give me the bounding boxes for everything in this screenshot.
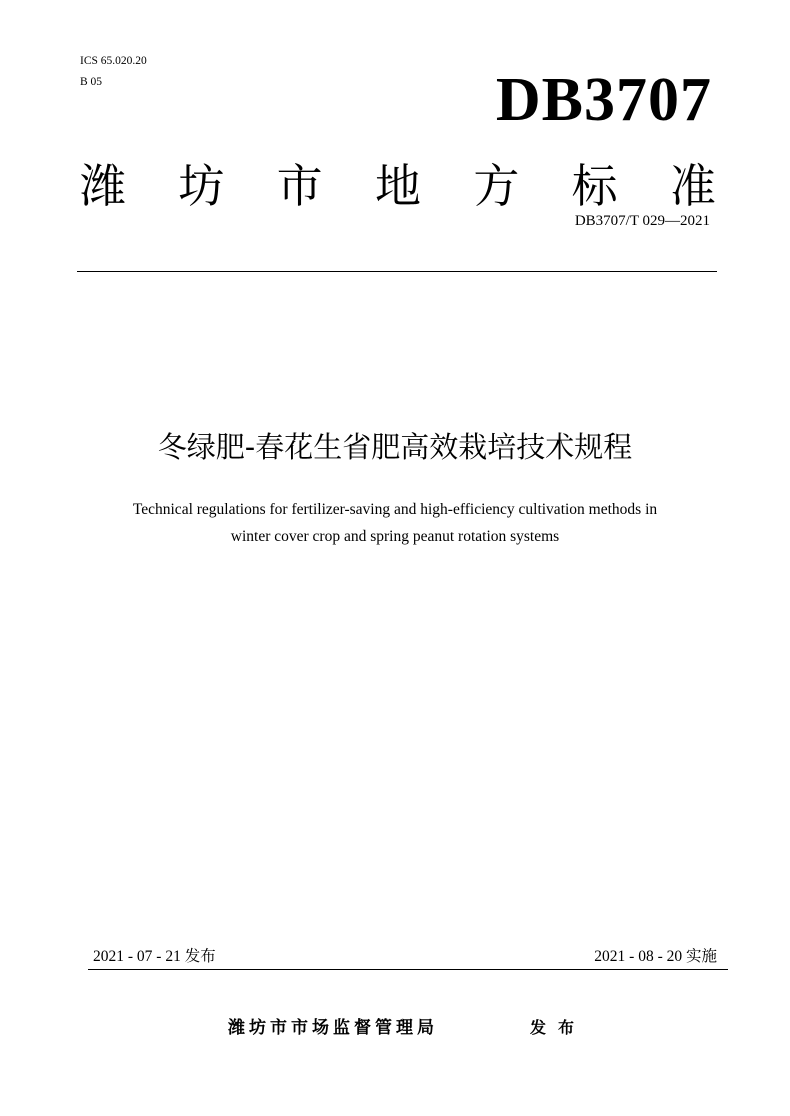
english-title — [60, 496, 730, 550]
footer-divider — [88, 969, 728, 970]
issuer-name: 潍坊市市场监督管理局 — [228, 1018, 438, 1038]
classification-code: B 05 — [80, 76, 103, 88]
standard-code: DB3707 — [495, 66, 712, 134]
issuer-action: 发布 — [530, 1018, 587, 1037]
standard-number: DB3707/T 029—2021 — [574, 213, 710, 229]
standard-type-char: 方 — [473, 159, 520, 213]
english-title-line1: Technical regulations for fertilizer-saving and high-efficiency cultivation methods in — [132, 501, 658, 518]
standard-type-char: 准 — [669, 159, 716, 213]
standard-type-char: 潍 — [80, 159, 126, 213]
english-title-line2: winter cover crop and spring peanut rotation systems — [230, 528, 560, 545]
standard-type-title — [80, 158, 716, 214]
ics-code: ICS 65.020.20 — [80, 55, 147, 67]
standard-type-char: 市 — [276, 159, 323, 213]
standard-type-char: 地 — [374, 159, 421, 213]
standard-type-char: 坊 — [178, 159, 225, 213]
chinese-title: 冬绿肥-春花生省肥高效栽培技术规程 — [157, 430, 633, 464]
standard-type-char: 标 — [571, 159, 618, 213]
implementation-date: 2021 - 08 - 20 实施 — [594, 948, 717, 965]
issue-date: 2021 - 07 - 21 发布 — [93, 948, 216, 965]
header-divider — [77, 271, 717, 272]
